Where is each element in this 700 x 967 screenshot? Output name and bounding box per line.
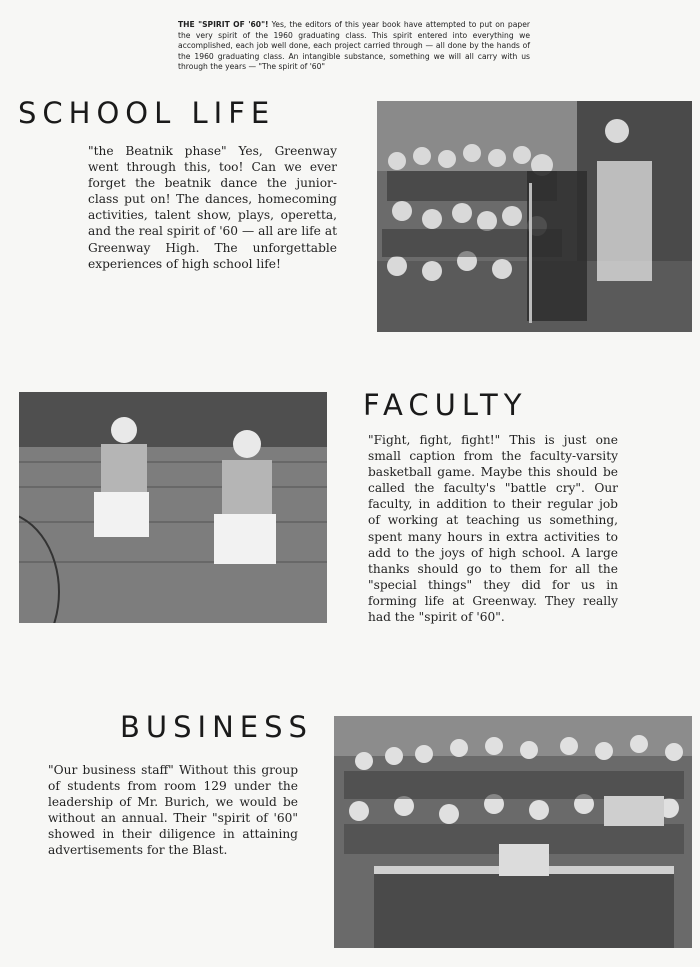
school-life-photo: [377, 101, 692, 332]
faculty-text: "Fight, fight, fight!" This is just one small caption from the faculty-varsity basketball game. Maybe this should be called the faculty's "battle cry". Our faculty, in addition to their regular job of working at teaching us something, spent many hours in extra activities to add to the joys of high school. A large thanks should go to them for all the "special things" they did for us in forming life at Greenway. They really had the "spirit of '60".: [368, 433, 618, 625]
faculty-heading: FACULTY: [363, 388, 528, 422]
business-text: "Our business staff" Without this group of students from room 129 under the leadership of Mr. Burich, we would be without an annual. Their "spirit of '60" showed in their diligence in attaining advertisements for the Blast.: [48, 763, 298, 858]
school-life-heading: SCHOOL LIFE: [18, 96, 276, 130]
intro-body: Yes, the editors of this year book have attempted to put on paper the very spirit of the 1960 graduating class. This spirit entered into everything we accomplished, each job well done, each project carried through — all done by the hands of the 1960 graduating class. An intangible substance, something we will all carry with us through the years — "The spirit of '60": [178, 20, 530, 72]
business-photo: [334, 716, 692, 948]
business-heading: BUSINESS: [120, 710, 313, 744]
intro-paragraph: [178, 20, 530, 73]
school-life-text: "the Beatnik phase" Yes, Greenway went through this, too! Can we ever forget the beatnik dance the junior-class put on! The dances, homecoming activities, talent show, plays, operetta, and the real spirit of '60 — all are life at Greenway High. The unforgettable experiences of high school life!: [88, 144, 337, 271]
intro-lead: THE "SPIRIT OF '60"!: [178, 20, 269, 29]
faculty-photo: [19, 392, 327, 623]
